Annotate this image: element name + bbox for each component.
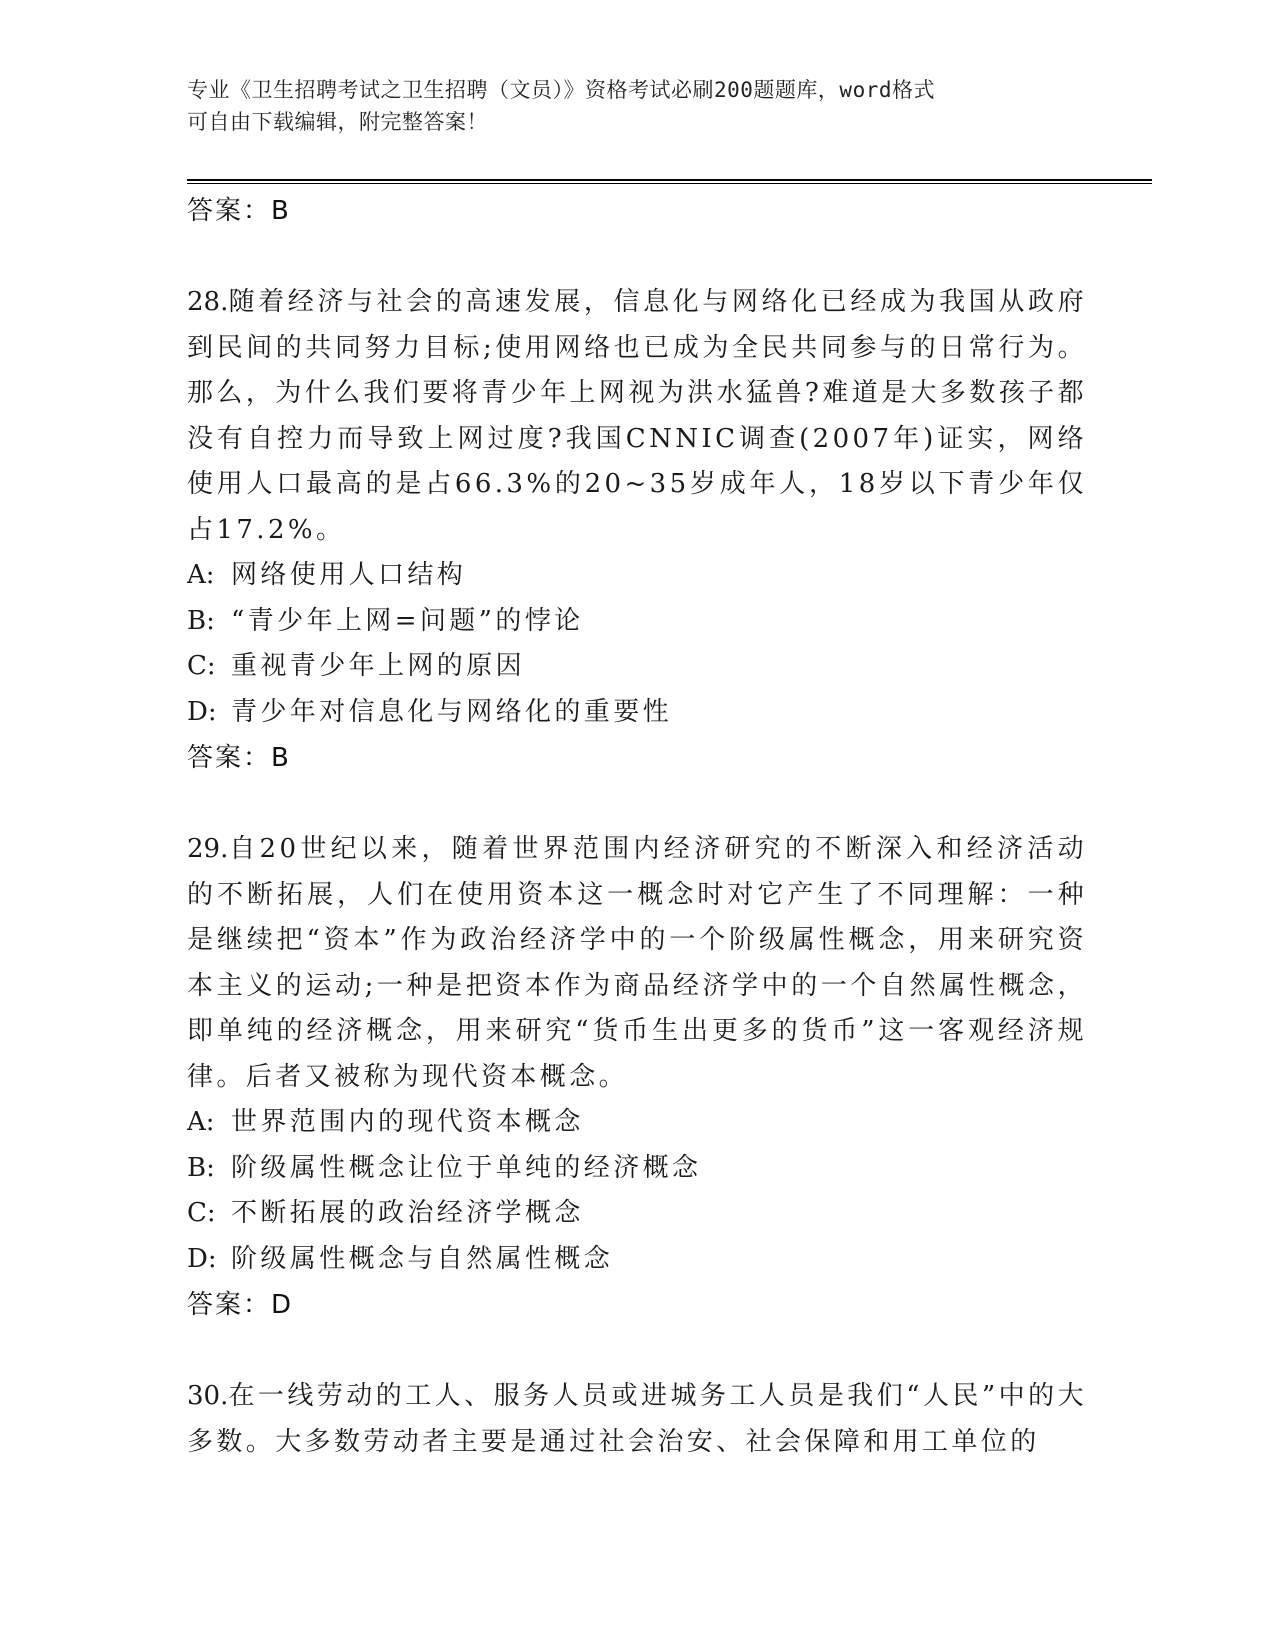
option-text: 青少年对信息化与网络化的重要性 [231,696,673,727]
option-b [187,1146,1087,1192]
option-text: 重视青少年上网的原因 [231,651,526,681]
question-28 [187,280,1087,781]
question-text: 自20世纪以来，随着世界范围内经济研究的不断深入和经济活动的不断拓展，人们在使用资本这一概念时对它产生了不同理解：一种是继续把“资本”作为政治经济学中的一个阶级属性概念，用来研究资本主义的运动;一种是把资本作为商品经济学中的一个自然属性概念，即单纯的经济概念，用来研究“货币生出更多的货币”这一客观经济规律。后者又被称为现代资本概念。 [187,834,1087,1092]
option-text: 世界范围内的现代资本概念 [231,1107,584,1137]
option-b [187,599,1087,645]
option-key: A: [187,1107,215,1137]
header-line-2: 可自由下载编辑，附完整答案！ [187,110,488,134]
option-c [187,1191,1087,1237]
answer-label: 答案：D [187,1290,294,1320]
option-c [187,644,1087,690]
option-text: “青少年上网=问题”的悖论 [231,605,584,636]
option-key: D: [187,696,217,727]
question-30 [187,1374,1087,1465]
question-stem [187,1374,1087,1465]
page-header [187,74,1067,138]
answer-label: 答案：B [187,743,291,773]
question-number: 29. [187,834,229,864]
header-divider [187,179,1152,184]
option-a [187,1100,1087,1146]
option-d [187,1237,1087,1283]
question-number: 28. [187,287,229,317]
question-stem [187,280,1087,553]
option-a [187,553,1087,599]
page-content [187,188,1087,1465]
option-text: 阶级属性概念让位于单纯的经济概念 [231,1152,702,1183]
option-text: 不断拓展的政治经济学概念 [231,1198,584,1228]
option-key: B: [187,605,215,636]
option-d [187,690,1087,736]
option-key: C: [187,1198,216,1228]
answer-label: 答案：B [187,196,291,226]
option-text: 网络使用人口结构 [231,560,467,590]
header-line-1: 专业《卫生招聘考试之卫生招聘（文员）》资格考试必刷200题题库，word格式 [187,78,935,102]
question-number: 30. [187,1381,229,1411]
question-stem [187,827,1087,1100]
option-key: A: [187,560,215,590]
option-key: D: [187,1243,217,1274]
option-text: 阶级属性概念与自然属性概念 [231,1243,614,1274]
question-text: 随着经济与社会的高速发展，信息化与网络化已经成为我国从政府到民间的共同努力目标;使用网络也已成为全民共同参与的日常行为。那么，为什么我们要将青少年上网视为洪水猛兽?难道是大多数孩子都没有自控力而导致上网过度?我国CNNIC调查(2007年)证实，网络使用人口最高的是占66.3%的20~35岁成年人，18岁以下青少年仅占17.2%。 [187,287,1087,545]
option-key: B: [187,1152,215,1183]
question-text: 在一线劳动的工人、服务人员或进城务工人员是我们“人民”中的大多数。大多数劳动者主要是通过社会治安、社会保障和用工单位的 [187,1381,1087,1457]
question-29 [187,827,1087,1328]
option-key: C: [187,651,216,681]
